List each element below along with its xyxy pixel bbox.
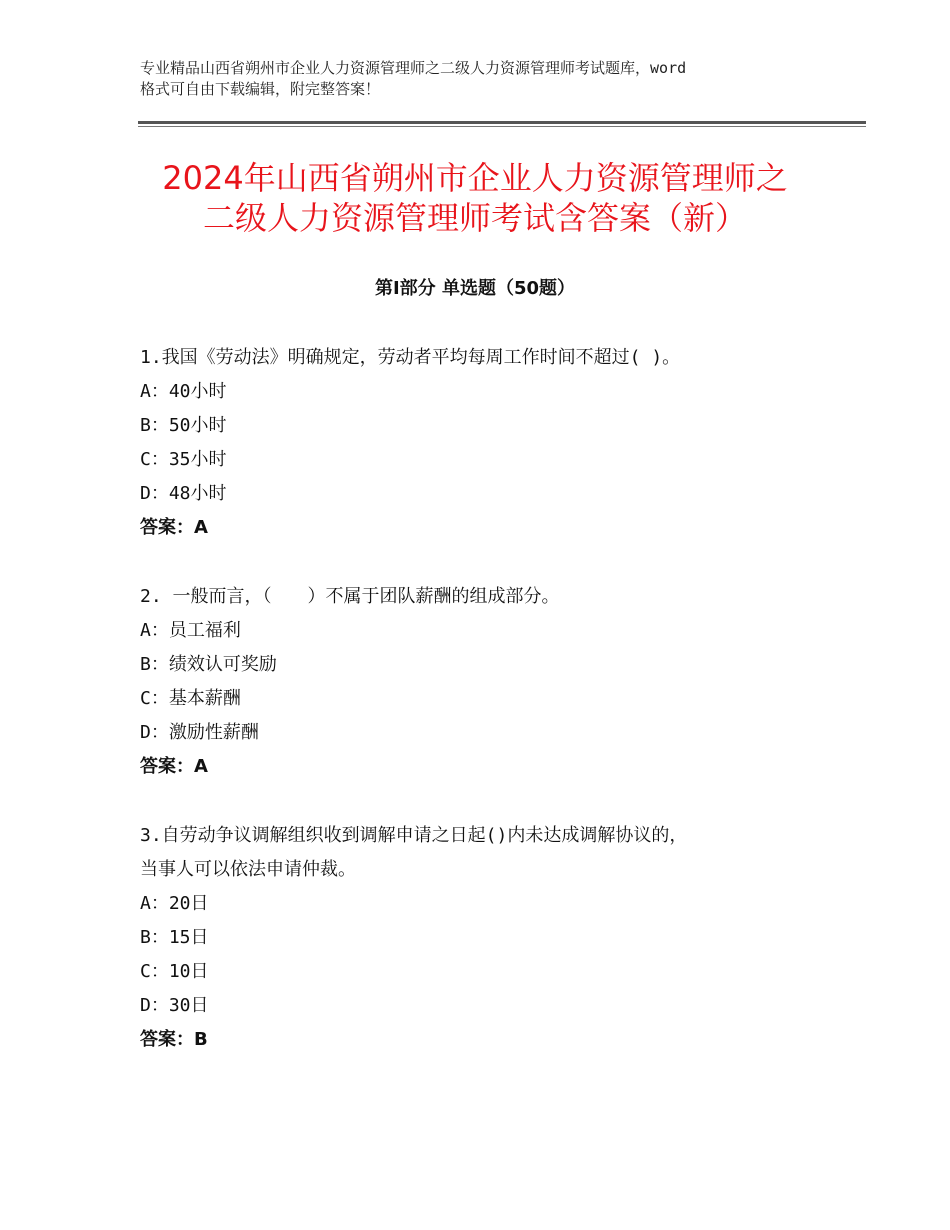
option-b: B：15日: [140, 927, 209, 948]
section-title: 第Ⅰ部分 单选题（50题）: [374, 278, 575, 299]
answer: 答案：A: [140, 517, 208, 538]
question-stem: 1.我国《劳动法》明确规定，劳动者平均每周工作时间不超过( )。: [140, 347, 681, 368]
question-1: [140, 341, 820, 545]
header-note: [140, 58, 840, 100]
question-stem: 2. 一般而言，（ ）不属于团队薪酬的组成部分。: [140, 586, 560, 607]
document-title-line-1: 2024年山西省朔州市企业人力资源管理师之: [162, 159, 788, 197]
header-note-line-1: 专业精品山西省朔州市企业人力资源管理师之二级人力资源管理师考试题库，word: [140, 59, 687, 77]
option-a: A：员工福利: [140, 620, 241, 641]
option-b: B：绩效认可奖励: [140, 654, 277, 675]
option-d: D：30日: [140, 995, 209, 1016]
option-c: C：35小时: [140, 449, 227, 470]
question-3: [140, 819, 820, 1057]
question-2: [140, 580, 820, 784]
option-b: B：50小时: [140, 415, 227, 436]
question-stem-line-2: 当事人可以依法申请仲裁。: [140, 859, 356, 880]
header-rule-thin: [138, 126, 866, 127]
option-a: A：40小时: [140, 381, 227, 402]
document-title-line-2: 二级人力资源管理师考试含答案（新）: [202, 199, 747, 237]
answer: 答案：A: [140, 756, 208, 777]
option-c: C：10日: [140, 961, 209, 982]
document-title: [80, 158, 870, 238]
option-d: D：48小时: [140, 483, 227, 504]
header-note-line-2: 格式可自由下载编辑，附完整答案！: [140, 80, 381, 98]
header-rule-thick: [138, 121, 866, 124]
option-c: C：基本薪酬: [140, 688, 241, 709]
answer: 答案：B: [140, 1029, 208, 1050]
option-d: D：激励性薪酬: [140, 722, 259, 743]
option-a: A：20日: [140, 893, 209, 914]
question-stem-line-1: 3.自劳动争议调解组织收到调解申请之日起()内未达成调解协议的，: [140, 825, 688, 846]
